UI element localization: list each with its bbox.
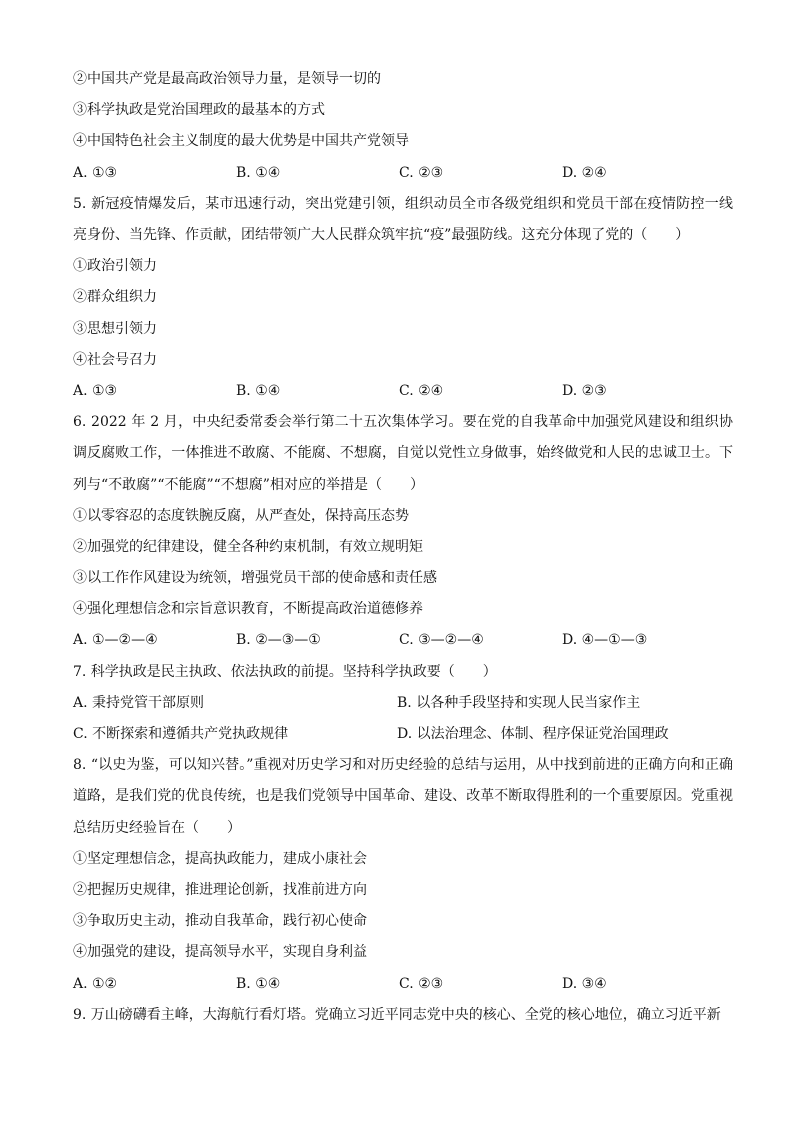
question-4-tail — [73, 64, 733, 189]
answer-options-row-1 — [73, 688, 733, 719]
option-c: C. 不断探索和遵循共产党执政规律 — [73, 726, 289, 743]
statement: ③以工作作风建设为统领，增强党员干部的使命感和责任感 — [73, 570, 437, 587]
question-stem: 8. “以史为鉴，可以知兴替。”重视对历史学习和对历史经验的总结与运用，从中找到前进的正确方向和正确道路，是我们党的优良传统，也是我们党领导中国革命、建设、改革不断取得胜利的一个重要原因。党重视总结历史经验旨在（ ） — [73, 757, 733, 836]
option-a: A. ①③ — [73, 164, 118, 181]
option-d: D. 以法治理念、体制、程序保证党治国理政 — [397, 726, 669, 743]
question-8 — [73, 750, 733, 1000]
option-a: A. ①② — [73, 975, 118, 992]
answer-options-row-2 — [73, 719, 733, 750]
question-7 — [73, 657, 733, 751]
question-stem: 5. 新冠疫情爆发后，某市迅速行动，突出党建引领，组织动员全市各级党组织和党员干部在疫情防控一线亮身份、当先锋、作贡献，团结带领广大人民群众筑牢抗“疫”最强防线。这充分体现了党的（ ） — [73, 195, 733, 243]
option-c: C. ②③ — [399, 164, 444, 181]
option-d: D. ④—①—③ — [562, 632, 648, 649]
option-c: C. ②④ — [399, 382, 444, 399]
option-b: B. ①④ — [236, 164, 281, 181]
option-b: B. ①④ — [236, 382, 281, 399]
statement: ①以零容忍的态度铁腕反腐，从严查处，保持高压态势 — [73, 507, 409, 524]
statement: ①政治引领力 — [73, 258, 157, 275]
option-c: C. ②③ — [399, 975, 444, 992]
option-b: B. 以各种手段坚持和实现人民当家作主 — [397, 694, 641, 711]
option-d: D. ③④ — [562, 975, 607, 992]
statement: ③科学执政是党治国理政的最基本的方式 — [73, 102, 325, 119]
option-c: C. ③—②—④ — [399, 632, 484, 649]
option-d: D. ②④ — [562, 164, 607, 181]
question-stem: 7. 科学执政是民主执政、依法执政的前提。坚持科学执政要（ ） — [73, 663, 497, 680]
statement: ④加强党的建设，提高领导水平，实现自身利益 — [73, 944, 367, 961]
option-d: D. ②③ — [562, 382, 607, 399]
answer-options — [73, 158, 733, 189]
statement: ②把握历史规律，推进理论创新，找准前进方向 — [73, 882, 367, 898]
statement: ③思想引领力 — [73, 320, 157, 337]
statement: ④强化理想信念和宗旨意识教育，不断提高政治道德修养 — [73, 601, 423, 618]
statement: ②群众组织力 — [73, 289, 157, 306]
answer-options — [73, 376, 733, 407]
statement: ④中国特色社会主义制度的最大优势是中国共产党领导 — [73, 133, 409, 150]
question-6 — [73, 407, 733, 657]
option-b: B. ①④ — [236, 975, 281, 992]
option-a: A. ①—②—④ — [73, 632, 158, 649]
question-stem: 6. 2022 年 2 月，中央纪委常委会举行第二十五次集体学习。要在党的自我革命中加强党风建设和组织协调反腐败工作，一体推进不敢腐、不能腐、不想腐，自觉以党性立身做事，始终做党和人民的忠诚卫士。下列与“不敢腐”“不能腐”“不想腐”相对应的举措是（ ） — [73, 414, 733, 493]
question-stem: 9. 万山磅礴看主峰，大海航行看灯塔。党确立习近平同志党中央的核心、全党的核心地位，确立习近平新 — [73, 1006, 721, 1023]
document-page — [73, 64, 733, 1031]
option-a: A. 秉持党管干部原则 — [73, 694, 205, 711]
statement: ③争取历史主动，推动自我革命，践行初心使命 — [73, 913, 367, 930]
statement: ①坚定理想信念，提高执政能力，建成小康社会 — [73, 850, 367, 867]
statement: ②中国共产党是最高政治领导力量，是领导一切的 — [73, 71, 381, 87]
question-5 — [73, 189, 733, 407]
statement: ②加强党的纪律建设，健全各种约束机制，有效立规明矩 — [73, 538, 423, 555]
option-b: B. ②—③—① — [236, 632, 321, 649]
answer-options — [73, 625, 733, 656]
option-a: A. ①③ — [73, 382, 118, 399]
question-9 — [73, 1000, 733, 1031]
answer-options — [73, 969, 733, 1000]
statement: ④社会号召力 — [73, 351, 157, 368]
